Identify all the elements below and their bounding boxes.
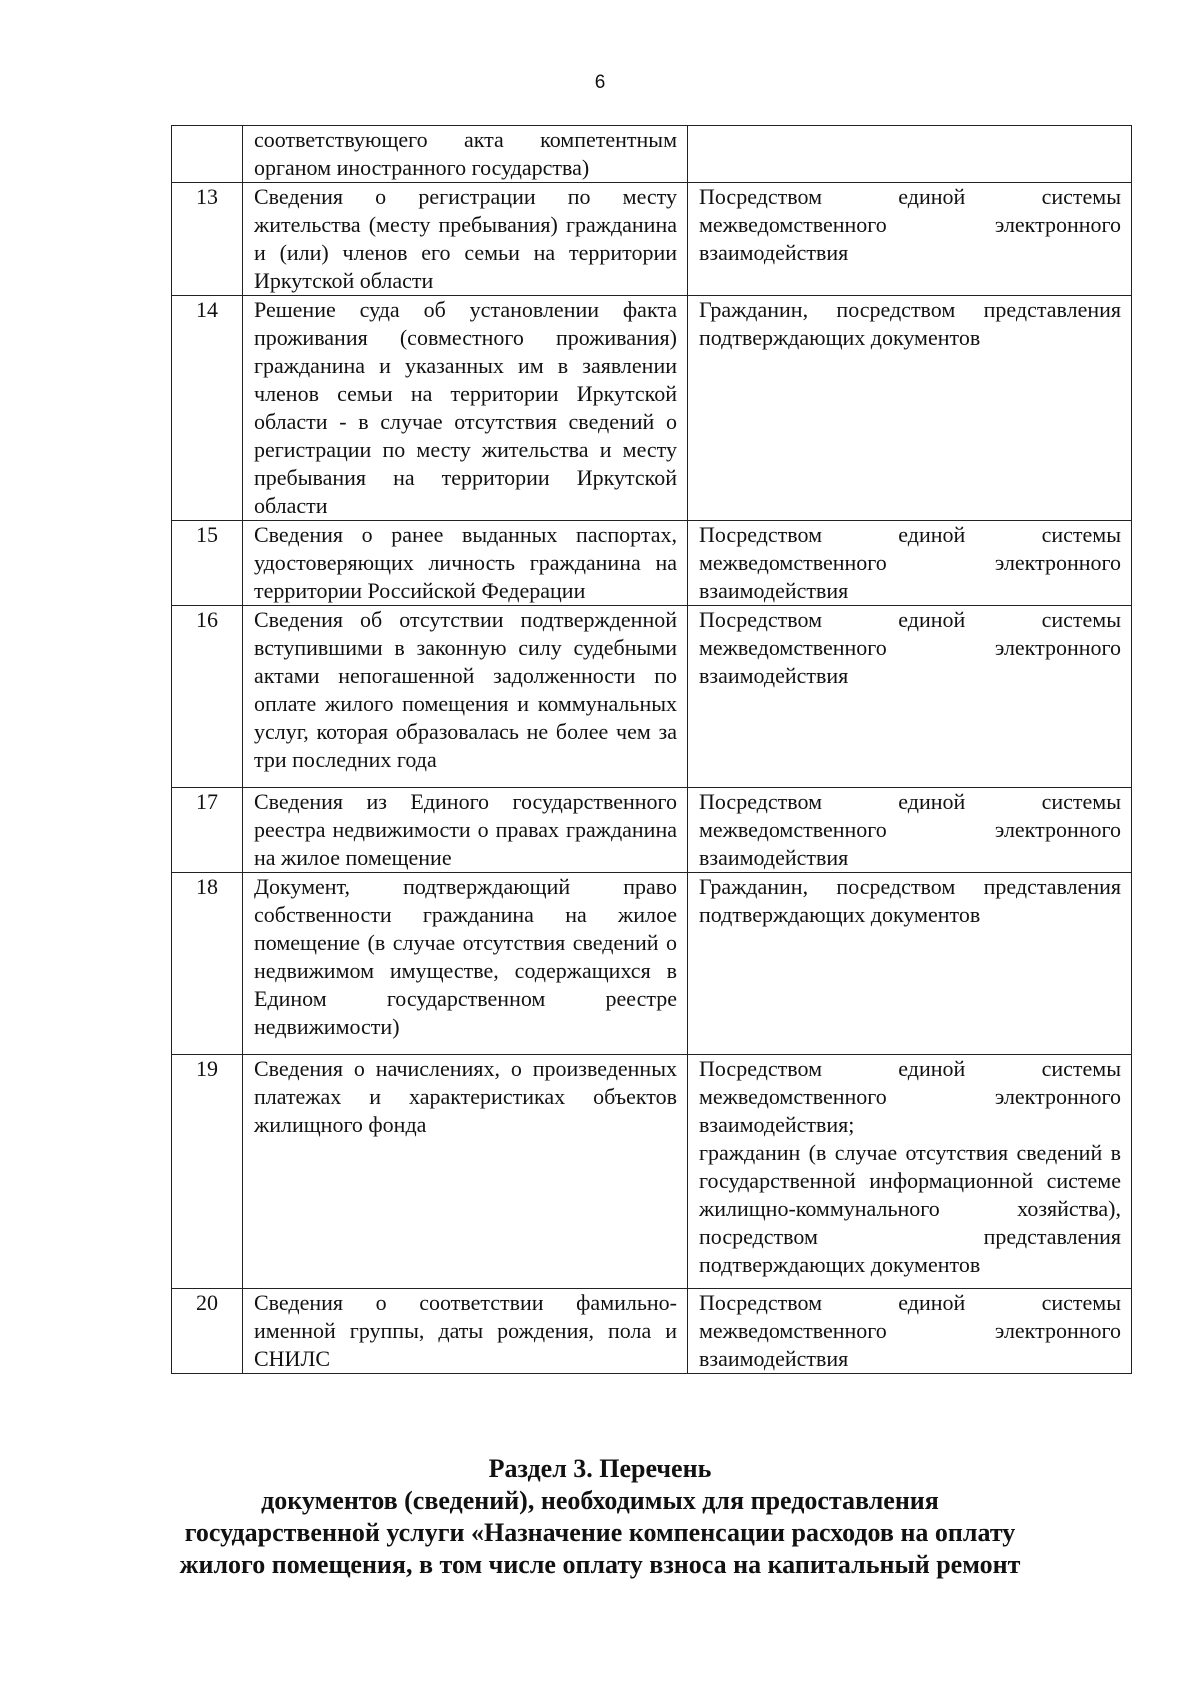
document-cell [243,606,688,788]
row-number-cell [172,606,243,788]
table-row [172,788,1132,873]
source-cell [688,606,1132,788]
table-row [172,873,1132,1055]
source-paragraph: Посредством единой системы межведомственного электронного взаимодействия [699,789,1121,870]
document-description: Решение суда об установлении факта проживания (совместного проживания) гражданина и указанных им в заявлении членов семьи на территории Иркутской области - в случае отсутствия сведений о регистрации по месту жительства и месту пребывания на территории Иркутской области [254,297,677,518]
row-number-cell [172,521,243,606]
document-description: Сведения о начислениях, о произведенных платежах и характеристиках объектов жилищного фонда [254,1056,677,1137]
source-description [688,183,1131,267]
source-description [688,1289,1131,1373]
document-description: Сведения из Единого государственного реестра недвижимости о правах гражданина на жилое помещение [254,789,677,870]
document-description: соответствующего акта компетентным органом иностранного государства) [254,127,677,180]
row-number: 13 [196,184,218,209]
source-paragraph: Посредством единой системы межведомственного электронного взаимодействия [699,184,1121,265]
table-row [172,126,1132,183]
row-number: 19 [196,1056,218,1081]
document-cell [243,521,688,606]
row-number-cell [172,873,243,1055]
source-description [688,521,1131,605]
row-number: 18 [196,874,218,899]
row-number: 16 [196,607,218,632]
document-description: Сведения об отсутствии подтвержденной вступившими в законную силу судебными актами непогашенной задолженности по оплате жилого помещения и коммунальных услуг, которая образовалась не более чем за три последних года [254,607,677,772]
section-heading-line-2: документов (сведений), необходимых для предоставления [261,1486,939,1515]
row-number-cell [172,183,243,296]
source-paragraph: Посредством единой системы межведомственного электронного взаимодействия; [699,1056,1121,1137]
document-cell [243,126,688,183]
document-description: Документ, подтверждающий право собственности гражданина на жилое помещение (в случае отсутствия сведений о недвижимом имуществе, содержащихся в Едином государственном реестре недвижимости) [254,874,677,1039]
source-paragraph: гражданин (в случае отсутствия сведений в государственной информационной системе жилищно-коммунального хозяйства), посредством представления подтверждающих документов [699,1140,1121,1277]
source-paragraph: Гражданин, посредством представления подтверждающих документов [699,297,1121,350]
source-cell [688,296,1132,521]
source-cell [688,1055,1132,1289]
documents-table [171,125,1132,1374]
row-number-cell [172,1055,243,1289]
source-paragraph: Посредством единой системы межведомственного электронного взаимодействия [699,522,1121,603]
source-cell [688,1289,1132,1374]
source-paragraph: Посредством единой системы межведомственного электронного взаимодействия [699,1290,1121,1371]
row-number: 14 [196,297,218,322]
source-cell [688,126,1132,183]
source-description [688,296,1131,352]
section-heading-line-3: государственной услуги «Назначение компенсации расходов на оплату [184,1518,1016,1547]
table-row [172,296,1132,521]
source-cell [688,521,1132,606]
document-cell [243,296,688,521]
table-row [172,606,1132,788]
table-row [172,521,1132,606]
section-heading [0,1453,1200,1581]
row-number-cell [172,788,243,873]
section-heading-line-1: Раздел 3. Перечень [488,1454,712,1483]
row-number-cell [172,126,243,183]
source-paragraph: Гражданин, посредством представления подтверждающих документов [699,874,1121,927]
table-row [172,1289,1132,1374]
table-row [172,1055,1132,1289]
document-cell [243,1289,688,1374]
document-description: Сведения о соответствии фамильно-именной группы, даты рождения, пола и СНИЛС [254,1290,677,1371]
row-number-cell [172,1289,243,1374]
page-number: 6 [594,72,606,93]
row-number: 20 [196,1290,218,1315]
document-description: Сведения о ранее выданных паспортах, удостоверяющих личность гражданина на территории Российской Федерации [254,522,677,603]
source-cell [688,873,1132,1055]
table-row [172,183,1132,296]
source-description [688,873,1131,929]
document-cell [243,183,688,296]
document-cell [243,788,688,873]
document-cell [243,1055,688,1289]
source-description [688,788,1131,872]
source-paragraph: Посредством единой системы межведомственного электронного взаимодействия [699,607,1121,688]
document-cell [243,873,688,1055]
row-number: 17 [196,789,218,814]
source-description [688,606,1131,690]
source-cell [688,183,1132,296]
section-heading-line-4: жилого помещения, в том числе оплату взноса на капитальный ремонт [179,1550,1021,1579]
row-number-cell [172,296,243,521]
row-number: 15 [196,522,218,547]
documents-table-body [172,126,1132,1374]
document-description: Сведения о регистрации по месту жительства (месту пребывания) гражданина и (или) членов его семьи на территории Иркутской области [254,184,677,293]
source-description [688,1055,1131,1279]
source-cell [688,788,1132,873]
